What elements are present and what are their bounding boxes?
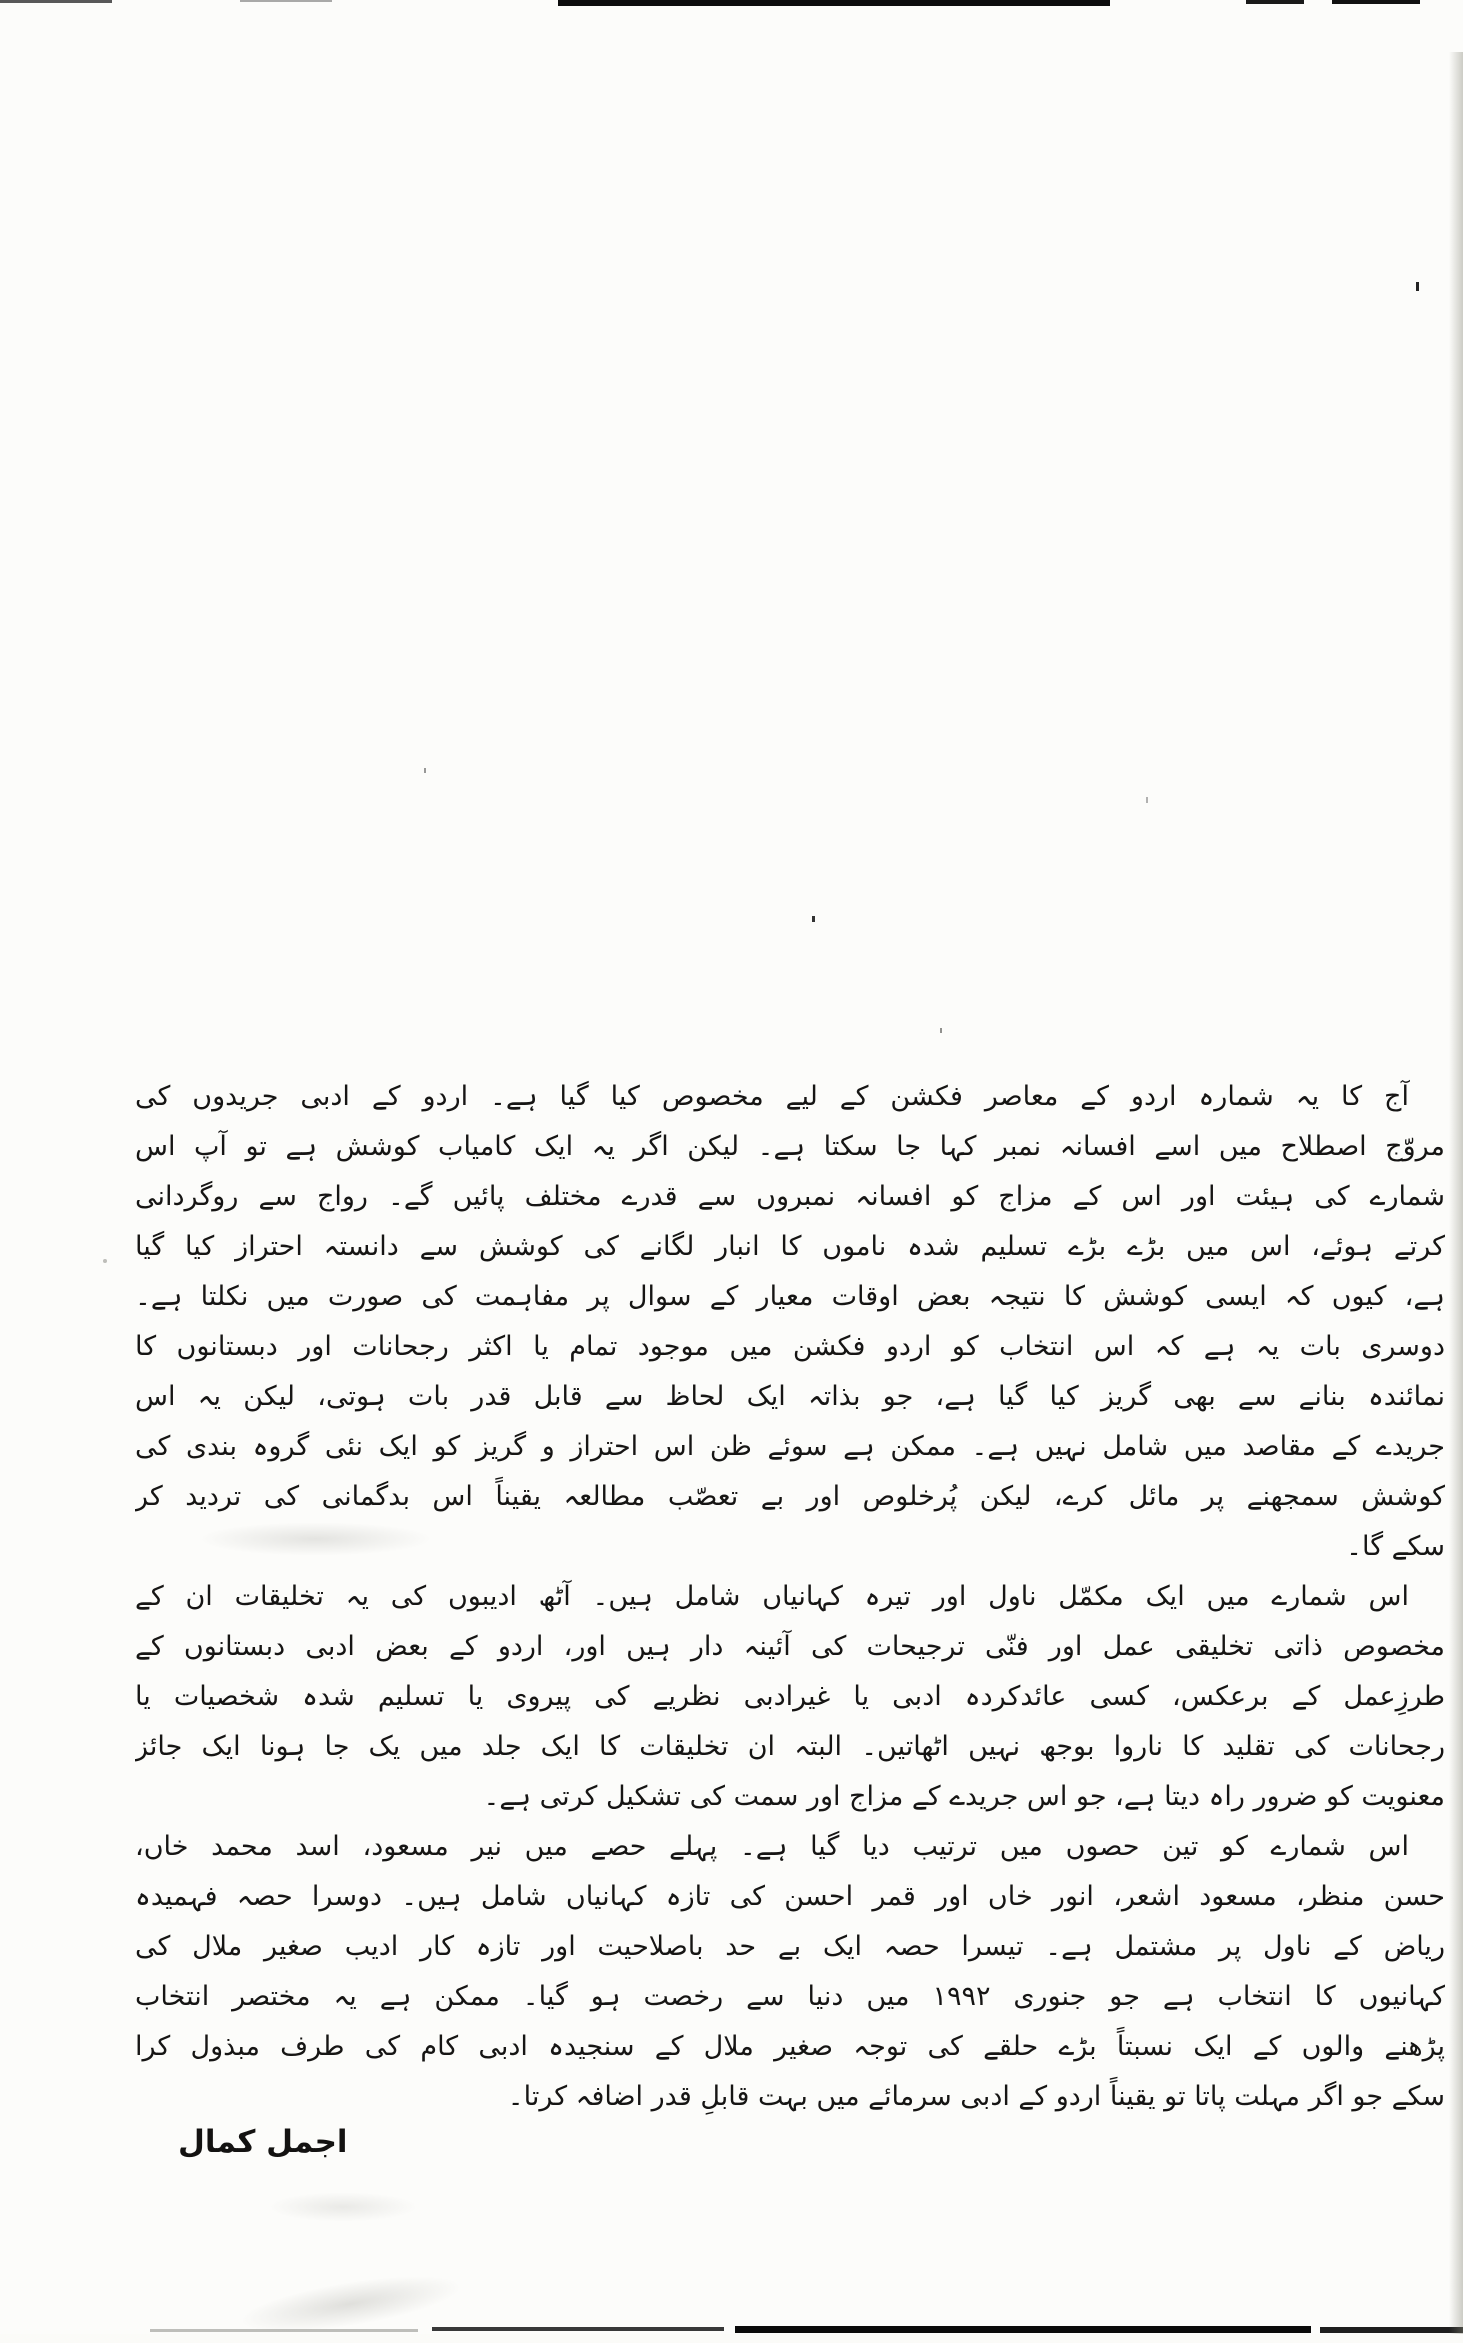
text-line: اس شمارے میں ایک مکمّل ناول اور تیرہ کہانیاں شامل ہیں۔ آٹھ ادیبوں کی یہ تخلیقات ان کے (135, 1581, 1409, 1612)
scan-smudge (236, 2265, 465, 2343)
text-line: ہے، کیوں کہ ایسی کوشش کا نتیجہ بعض اوقات معیار کے سوال پر مفاہمت کی صورت میں نکلتا ہے۔ (135, 1281, 1445, 1312)
scan-artifact-top-edge (1332, 0, 1420, 4)
paragraph-3 (135, 1822, 1445, 2122)
text-line: دوسری بات یہ ہے کہ اس انتخاب کو اردو فکشن میں موجود تمام یا اکثر رجحانات اور دبستانوں کا (135, 1331, 1445, 1362)
text-line: مروّج اصطلاح میں اسے افسانہ نمبر کہا جا سکتا ہے۔ لیکن اگر یہ ایک کامیاب کوشش ہے تو آپ اس (135, 1131, 1445, 1162)
paragraph-2 (135, 1572, 1445, 1822)
text-line: آج کا یہ شمارہ اردو کے معاصر فکشن کے لیے مخصوص کیا گیا ہے۔ اردو کے ادبی جریدوں کی (135, 1081, 1409, 1112)
text-line: نمائندہ بنانے سے بھی گریز کیا گیا ہے، جو بذاتہ ایک لحاظ سے قابل قدر بات ہوتی، لیکن یہ اس (135, 1381, 1445, 1412)
author-signature: اجمل کمال (178, 2124, 348, 2160)
paragraph-1 (135, 1072, 1445, 1572)
scan-artifact-top-edge (240, 0, 332, 2)
text-line: کرتے ہوئے، اس میں بڑے بڑے تسلیم شدہ ناموں کا انبار لگانے کی کوشش سے دانستہ احتراز کیا گیا (135, 1231, 1445, 1262)
scan-artifact-top-edge (558, 0, 1110, 6)
text-line: کہانیوں کا انتخاب ہے جو جنوری ۱۹۹۲ میں دنیا سے رخصت ہو گیا۔ ممکن ہے یہ مختصر انتخاب (135, 1981, 1445, 2012)
scan-speck (940, 1028, 942, 1033)
text-line: معنویت کو ضرور راہ دیتا ہے، جو اس جریدے کے مزاج اور سمت کی تشکیل کرتی ہے۔ (483, 1781, 1445, 1812)
scan-artifact-bottom-edge (735, 2326, 1311, 2333)
scan-speck (1416, 282, 1419, 291)
scan-artifact-bottom-edge (150, 2329, 418, 2332)
scan-speck (103, 1259, 107, 1263)
text-line: حسن منظر، مسعود اشعر، انور خاں اور قمر احسن کی تازہ کہانیاں شامل ہیں۔ دوسرا حصہ فہمیدہ (135, 1881, 1445, 1912)
text-line: اس شمارے کو تین حصوں میں ترتیب دیا گیا ہے۔ پہلے حصے میں نیر مسعود، اسد محمد خاں، (135, 1831, 1409, 1862)
text-line: پڑھنے والوں کے ایک نسبتاً بڑے حلقے کی توجہ صغیر ملال کے سنجیدہ ادبی کام کی طرف مبذول کرا (135, 2031, 1445, 2062)
scan-artifact-bottom-edge (432, 2327, 724, 2331)
text-line: ریاض کے ناول پر مشتمل ہے۔ تیسرا حصہ ایک بے حد باصلاحیت اور تازہ کار ادیب صغیر ملال کی (135, 1931, 1445, 1962)
scan-artifact-top-edge (0, 0, 112, 3)
text-line: سکے گا۔ (1346, 1531, 1445, 1562)
text-line: جریدے کے مقاصد میں شامل نہیں ہے۔ ممکن ہے سوئے ظن اس احتراز و گریز کو ایک نئی گروہ بندی کی (135, 1431, 1445, 1462)
text-line: طرزِعمل کے برعکس، کسی عائدکردہ ادبی یا غیرادبی نظریے کی پیروی یا تسلیم شدہ شخصیات یا (135, 1681, 1445, 1712)
scan-speck (1146, 797, 1148, 803)
scan-speck (424, 768, 426, 773)
scan-artifact-bottom-edge (1320, 2327, 1463, 2333)
scan-artifact-right-edge (1449, 52, 1463, 2334)
text-line: سکے جو اگر مہلت پاتا تو یقیناً اردو کے ادبی سرمائے میں بہت قابلِ قدر اضافہ کرتا۔ (507, 2081, 1445, 2112)
scan-artifact-top-edge (1246, 0, 1304, 4)
text-line: مخصوص ذاتی تخلیقی عمل اور فنّی ترجیحات کی آئینہ دار ہیں اور، اردو کے بعض ادبی دبستانوں کے (135, 1631, 1445, 1662)
text-line: کوشش سمجھنے پر مائل کرے، لیکن پُرخلوص اور بے تعصّب مطالعہ یقیناً اس بدگمانی کی تردید کر (135, 1481, 1445, 1512)
scan-smudge (268, 2192, 418, 2222)
scan-speck (812, 916, 815, 922)
text-line: رجحانات کی تقلید کا ناروا بوجھ نہیں اٹھاتیں۔ البتہ ان تخلیقات کا ایک جلد میں یک جا ہونا ایک جائز (135, 1731, 1445, 1762)
editorial-text (135, 1072, 1445, 2122)
text-line: شمارے کی ہیئت اور اس کے مزاج کو افسانہ نمبروں سے قدرے مختلف پائیں گے۔ رواج سے روگردانی (135, 1181, 1445, 1212)
